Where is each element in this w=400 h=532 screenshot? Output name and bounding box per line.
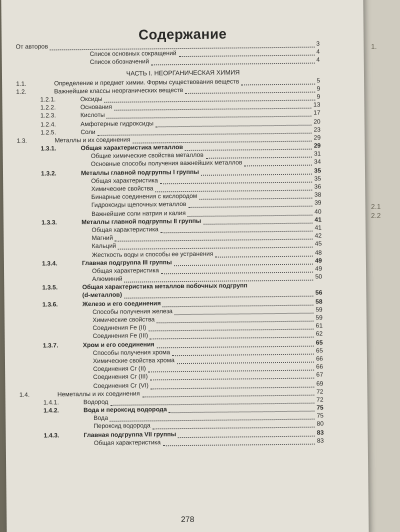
toc-entry-title: Водород <box>83 398 109 406</box>
toc-entry-page: 36 <box>314 183 322 191</box>
toc-entry-page: 42 <box>314 232 322 240</box>
toc-entry-page: 4 <box>316 48 320 56</box>
toc-entry-page: 72 <box>316 388 324 396</box>
toc-entry-title: Вода <box>93 415 109 423</box>
toc-entry-page: 65 <box>315 339 323 347</box>
toc-entry-page: 9 <box>316 85 321 93</box>
toc-entry-title: Список основных сокращений <box>89 50 177 59</box>
toc-entry-title: Хром и его соединения <box>82 340 155 349</box>
toc-entry-number: 1.2.5. <box>40 129 57 137</box>
toc-entry-page: 34 <box>313 159 321 167</box>
toc-entry-title: Соединения Cr (III) <box>93 373 148 382</box>
part-heading: ЧАСТЬ I. НЕОРГАНИЧЕСКАЯ ХИМИЯ <box>126 68 240 78</box>
toc-entry-page: 75 <box>316 404 324 412</box>
toc-entry-title: Пероксид водорода <box>93 422 151 431</box>
toc-entry-page: 65 <box>315 347 323 355</box>
page-title: Содержание <box>138 25 227 43</box>
toc-entry-number: 1.3.2. <box>40 169 57 178</box>
toc-entry-number: 1.3.7. <box>42 341 59 350</box>
toc-entry-number: 1.4. <box>19 391 30 399</box>
toc-entry-page: 49 <box>315 257 322 265</box>
toc-entry-title: Магний <box>91 234 113 243</box>
toc-entry-page: 4 <box>316 56 320 64</box>
toc-entry-number: 1.4.1. <box>43 399 59 407</box>
toc-entry-title: Оксиды <box>80 95 103 104</box>
toc-entry-title: Общая характеристика <box>92 267 159 275</box>
toc-entry-number: 1.3.1. <box>40 145 57 153</box>
toc-entry-number: 1.2.2. <box>40 104 56 112</box>
toc-entry-page: 75 <box>316 412 324 420</box>
toc-entry-page: 38 <box>314 191 322 199</box>
toc-entry-page: 41 <box>314 216 322 224</box>
toc-entry-page: 59 <box>315 314 323 322</box>
toc-entry-number: 1.4.3. <box>43 431 60 440</box>
book-page <box>1 0 369 532</box>
toc-entry-title: Общая характеристика <box>91 177 158 185</box>
toc-entry-number: 1.3. <box>16 137 28 145</box>
table-of-contents <box>2 40 368 449</box>
toc-entry-title: Соединения Fe (III) <box>92 332 149 341</box>
toc-entry-page: 69 <box>316 380 324 388</box>
toc-entry-number: 1.3.6. <box>42 300 58 309</box>
toc-entry-title: Металлы и их соединения <box>54 136 131 145</box>
toc-entry-title: Неметаллы и их соединения <box>57 390 140 399</box>
toc-entry-title: Химические свойства <box>92 316 155 324</box>
toc-entry-number: 1.2.4. <box>40 120 57 129</box>
toc-entry-title: Кислоты <box>80 112 105 120</box>
toc-entry-title: Общая характеристика <box>93 439 161 447</box>
toc-entry-page: 67 <box>316 371 324 379</box>
toc-entry-page: 83 <box>316 437 324 445</box>
toc-entry-page: 58 <box>315 298 323 306</box>
toc-entry-number: 1.4.2. <box>43 407 60 415</box>
toc-entry-number: 1.2. <box>16 88 27 96</box>
toc-entry-page: 13 <box>313 101 321 109</box>
toc-entry-page: 56 <box>315 290 323 298</box>
toc-entry-page: 31 <box>313 150 321 158</box>
toc-entry-page: 45 <box>314 240 322 248</box>
toc-entry-page: 29 <box>313 134 321 142</box>
toc-entry-title: Общая характеристика металлов <box>80 144 184 153</box>
toc-entry-number: 1.3.4. <box>41 260 58 268</box>
toc-entry-page: 50 <box>315 273 323 281</box>
dot-leader <box>151 63 315 66</box>
toc-entry-number: 1.1. <box>16 80 27 88</box>
toc-entry-title: Соединения Fe (II) <box>92 324 147 333</box>
toc-entry-title: Кальций <box>91 243 117 251</box>
toc-entry-title: Способы получения железа <box>92 307 173 316</box>
page-number: 278 <box>180 514 195 525</box>
side-mark: 2.2 <box>371 213 381 220</box>
toc-entry-title: (d-металлов) <box>82 292 123 300</box>
toc-entry-page: 17 <box>313 109 321 117</box>
toc-entry-page: 29 <box>313 142 321 150</box>
toc-entry-title: От авторов <box>15 43 49 51</box>
toc-entry-title: Способы получения хрома <box>92 348 171 357</box>
side-mark: 2.1 <box>371 204 381 211</box>
toc-entry-title: Алюминий <box>92 275 123 284</box>
dot-leader <box>163 443 315 446</box>
toc-entry-page: 23 <box>313 126 321 134</box>
side-mark: 1. <box>371 44 377 51</box>
toc-entry-number: 1.2.3. <box>40 112 56 120</box>
toc-entry-page: 66 <box>316 363 324 371</box>
toc-entry-page: 5 <box>316 77 321 85</box>
toc-entry-page: 39 <box>314 199 322 208</box>
toc-entry-title: Соединения Cr (VI) <box>93 381 149 390</box>
toc-entry-page: 20 <box>313 118 321 126</box>
toc-entry-title: Основания <box>80 103 113 112</box>
toc-entry-title: Соединения Cr (II) <box>93 365 146 374</box>
toc-entry-number: 1.2.1. <box>40 96 56 104</box>
toc-entry-title: Бинарные соединения с кислородом <box>91 193 198 202</box>
toc-entry-title: Важнейшие соли натрия и калия <box>91 209 186 218</box>
toc-entry-title: Основные способы получения важнейших металлов <box>90 159 243 169</box>
toc-entry-title: Амфотерные гидроксиды <box>80 119 154 128</box>
toc-entry-page: 61 <box>315 322 323 330</box>
adjacent-page-edge <box>363 0 400 532</box>
toc-entry-page: 83 <box>316 429 324 437</box>
toc-entry-number: 1.3.3. <box>41 219 58 227</box>
toc-entry-page: 62 <box>315 330 323 339</box>
toc-entry-page: 40 <box>314 208 322 216</box>
toc-entry-title: Химические свойства <box>91 185 154 193</box>
toc-entry-title: Гидроксиды щелочных металлов <box>91 201 187 210</box>
toc-entry-title: Металлы главной подгруппы I группы <box>80 168 200 177</box>
toc-entry-title: Общая характеристика <box>91 226 159 234</box>
toc-entry-page: 72 <box>316 396 324 404</box>
toc-entry-page: 41 <box>314 224 322 232</box>
toc-entry-page: 80 <box>316 420 324 429</box>
toc-entry-title: Железо и его соединения <box>82 299 161 308</box>
toc-entry-page: 9 <box>316 93 321 101</box>
toc-entry-title: Главная подгруппа III группы <box>81 258 172 267</box>
toc-entry-page: 35 <box>314 175 322 183</box>
toc-entry-page: 66 <box>316 355 324 363</box>
toc-entry-title: Вода и пероксид водорода <box>83 406 167 415</box>
toc-entry-title: Соли <box>80 128 96 136</box>
toc-entry-page: 49 <box>315 265 323 273</box>
toc-entry-page: 48 <box>314 249 322 257</box>
toc-entry-title: Общая характеристика металлов побочных подгрупп <box>82 282 248 292</box>
toc-entry-page: 35 <box>314 167 322 175</box>
toc-entry-title: Химические свойства хрома <box>92 357 175 365</box>
toc-entry-page: 59 <box>315 306 323 314</box>
toc-entry-title: Жесткость воды и способы ее устранения <box>91 250 214 259</box>
toc-entry-title: Общие химические свойства металлов <box>90 152 204 161</box>
toc-entry-title: Определение и предмет химии. Формы существования веществ <box>54 77 240 87</box>
toc-entry-title: Список обозначений <box>89 58 150 67</box>
toc-entry-number: 1.3.5. <box>42 284 58 292</box>
toc-entry-title: Важнейшие классы неорганических веществ <box>54 86 184 96</box>
toc-entry-title: Металлы главной подгруппы II группы <box>81 217 202 226</box>
toc-entry-page: 3 <box>316 40 320 48</box>
toc-entry-title: Главная подгруппа VII группы <box>83 430 177 439</box>
